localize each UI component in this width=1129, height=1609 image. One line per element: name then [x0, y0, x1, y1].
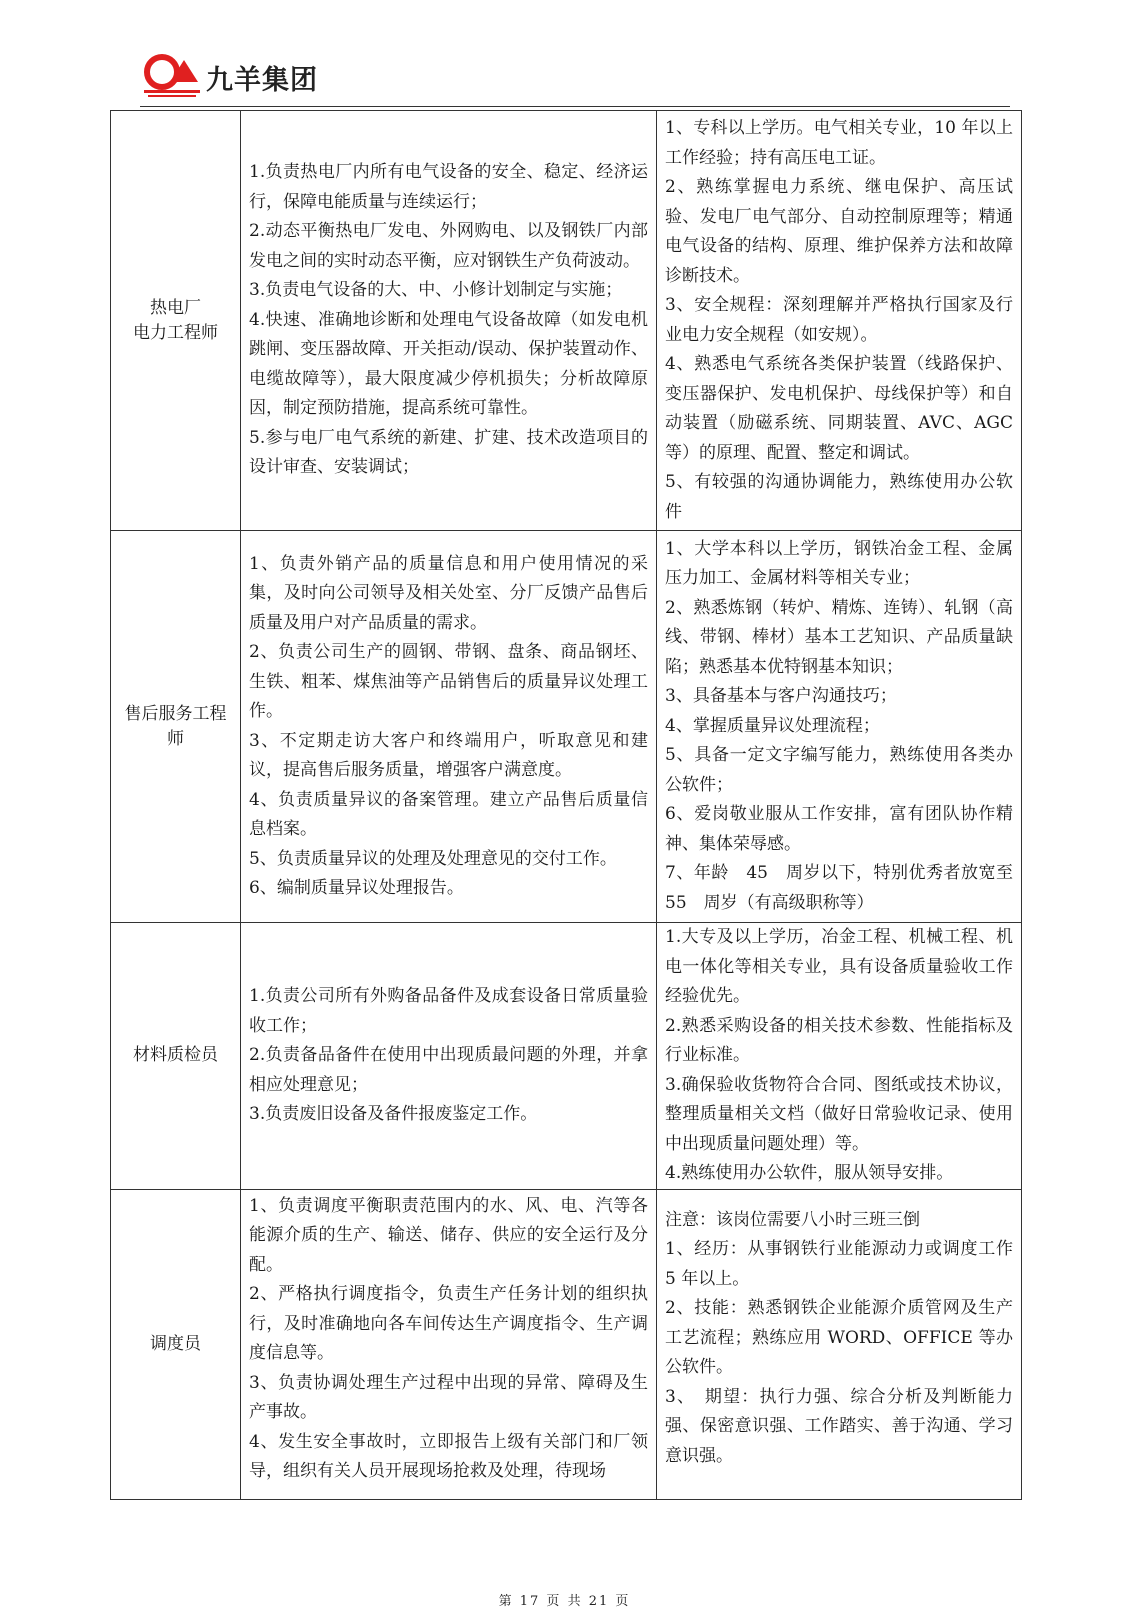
requirements-cell: [657, 111, 1022, 531]
duties-cell: [241, 531, 657, 923]
duty-item: 1、负责调度平衡职责范围内的水、风、电、汽等各能源介质的生产、输送、储存、供应的安全运行及分配。: [249, 1195, 648, 1275]
requirement-item: 4、掌握质量异议处理流程；: [665, 715, 880, 736]
jiuyang-logo-icon: [140, 52, 204, 100]
duty-item: 4.快速、准确地诊断和处理电气设备故障（如发电机跳闸、变压器故障、开关拒动/误动、保护装置动作、电缆故障等），最大限度减少停机损失；分析故障原因，制定预防措施，提高系统可靠性。: [249, 309, 648, 419]
duty-item: 4、负责质量异议的备案管理。建立产品售后质量信息档案。: [249, 789, 648, 839]
requirements-cell: [657, 531, 1030, 923]
duty-item: 3、负责协调处理生产过程中出现的异常、障碍及生产事故。: [249, 1372, 648, 1422]
duty-item: 4、发生安全事故时，立即报告上级有关部门和厂领导，组织有关人员开展现场抢救及处理，待现场: [249, 1431, 648, 1481]
requirement-item: 1、经历：从事钢铁行业能源动力或调度工作 5 年以上。: [665, 1239, 1013, 1289]
table-row: [111, 111, 1022, 531]
job-title: 材料质检员: [133, 1045, 218, 1066]
header-divider: [140, 106, 1010, 107]
duty-item: 5、负责质量异议的处理及处理意见的交付工作。: [249, 848, 617, 869]
duty-item: 3.负责电气设备的大、中、小修计划制定与实施；: [249, 280, 623, 301]
requirement-item: 3、具备基本与客户沟通技巧；: [665, 686, 897, 707]
requirement-item: 3.确保验收货物符合合同、图纸或技术协议，整理质量相关文档（做好日常验收记录、使用中出现质量问题处理）等。: [665, 1074, 1013, 1154]
table-row: [111, 531, 1022, 923]
duty-item: 1.负责热电厂内所有电气设备的安全、稳定、经济运行，保障电能质量与连续运行；: [249, 162, 648, 212]
duties-cell: [241, 1189, 657, 1499]
requirement-item: 3、 期望：执行力强、综合分析及判断能力强、保密意识强、工作踏实、善于沟通、学习意识强。: [665, 1386, 1013, 1466]
job-title: 售后服务工程 师: [124, 703, 227, 749]
requirement-item: 2、熟悉炼钢（转炉、精炼、连铸）、轧钢（高线、带钢、棒材）基本工艺知识、产品质量缺陷；熟悉基本优特钢基本知识；: [665, 597, 1013, 677]
page-number: 第 17 页 共 21 页: [498, 1594, 631, 1609]
duty-item: 2.负责备品备件在使用中出现质最问题的外理，并拿相应处理意见；: [249, 1045, 648, 1095]
duty-item: 3.负责废旧设备及备件报废鉴定工作。: [249, 1104, 538, 1124]
requirements-cell: [657, 1189, 1022, 1499]
table-row: [111, 1189, 1022, 1499]
requirement-item: 5、有较强的沟通协调能力，熟练使用办公软件: [665, 472, 1013, 522]
table-row: [111, 923, 1022, 1190]
duties-cell: [241, 923, 657, 1190]
duty-item: 5.参与电厂电气系统的新建、扩建、技术改造项目的设计审查、安装调试；: [249, 427, 648, 478]
requirement-item: 5、具备一定文字编写能力，熟练使用各类办公软件；: [665, 745, 1013, 795]
company-name: 九羊集团: [206, 65, 318, 96]
requirement-item: 2、熟练掌握电力系统、继电保护、高压试验、发电厂电气部分、自动控制原理等；精通电气设备的结构、原理、维护保养方法和故障诊断技术。: [665, 177, 1013, 286]
job-title-cell: [111, 111, 241, 531]
requirement-item: 1.大专及以上学历，冶金工程、机械工程、机电一体化等相关专业，具有设备质量验收工作经验优先。: [665, 927, 1013, 1006]
requirement-item: 1、大学本科以上学历，钢铁冶金工程、金属压力加工、金属材料等相关专业；: [665, 538, 1013, 589]
job-title-cell: [111, 1189, 241, 1499]
requirement-item: 1、专科以上学历。电气相关专业，10 年以上工作经验；持有高压电工证。: [665, 118, 1013, 168]
job-requirements-table: [110, 110, 1030, 1500]
job-title: 热电厂 电力工程师: [133, 297, 218, 343]
duty-item: 2.动态平衡热电厂发电、外网购电、以及钢铁厂内部发电之间的实时动态平衡，应对钢铁生产负荷波动。: [249, 221, 648, 271]
requirement-item: 4.熟练使用办公软件，服从领导安排。: [665, 1163, 954, 1183]
duty-item: 2、负责公司生产的圆钢、带钢、盘条、商品钢坯、生铁、粗苯、煤焦油等产品销售后的质量异议处理工作。: [249, 642, 648, 721]
requirement-note: 注意：该岗位需要八小时三班三倒: [665, 1209, 920, 1230]
page-header: [140, 52, 1010, 102]
duty-item: 2、严格执行调度指令，负责生产任务计划的组织执行，及时准确地向各车间传达生产调度指令、生产调度信息等。: [249, 1284, 648, 1363]
requirement-item: 3、安全规程：深刻理解并严格执行国家及行业电力安全规程（如安规）。: [665, 295, 1013, 345]
requirement-item: 7、年龄 45 周岁以下，特别优秀者放宽至 55 周岁（有高级职称等）: [665, 863, 1030, 913]
duty-item: 1.负责公司所有外购备品备件及成套设备日常质量验收工作；: [249, 986, 648, 1036]
requirement-item: 2.熟悉采购设备的相关技术参数、性能指标及行业标准。: [665, 1015, 1013, 1065]
requirement-item: 6、爱岗敬业服从工作安排，富有团队协作精神、集体荣辱感。: [665, 804, 1013, 854]
requirement-item: 4、熟悉电气系统各类保护装置（线路保护、变压器保护、发电机保护、母线保护等）和自动装置（励磁系统、同期装置、AVC、AGC等）的原理、配置、整定和调试。: [665, 354, 1013, 463]
job-title: 调度员: [150, 1333, 201, 1354]
requirements-cell: [657, 923, 1022, 1190]
duty-item: 6、编制质量异议处理报告。: [249, 878, 464, 898]
duty-item: 3、不定期走访大客户和终端用户，听取意见和建议，提高售后服务质量，增强客户满意度。: [249, 730, 648, 780]
job-title-cell: [111, 923, 241, 1190]
duties-cell: [241, 111, 657, 531]
requirement-item: 2、技能：熟悉钢铁企业能源介质管网及生产工艺流程；熟练应用 WORD、OFFICE 等办公软件。: [665, 1298, 1013, 1377]
duty-item: 1、负责外销产品的质量信息和用户使用情况的采集，及时向公司领导及相关处室、分厂反馈产品售后质量及用户对产品质量的需求。: [249, 553, 648, 633]
job-title-cell: [111, 531, 241, 923]
